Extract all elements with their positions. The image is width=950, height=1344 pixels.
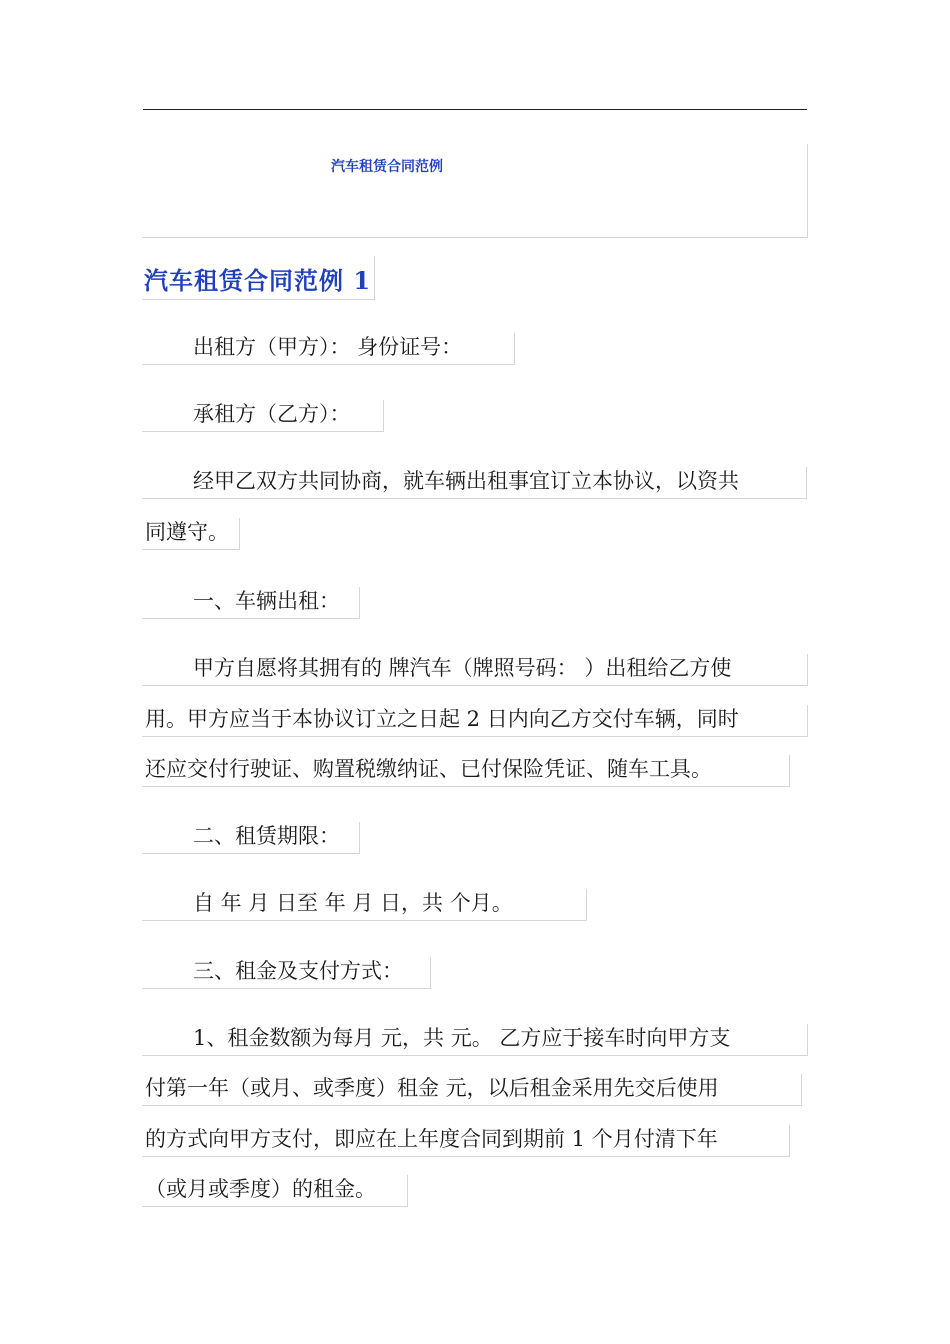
section-3-line-3: 的方式向甲方支付，即应在上年度合同到期前 1 个月付清下年	[145, 1127, 718, 1151]
section-1-line-3: 还应交付行驶证、购置税缴纳证、已付保险凭证、随车工具。	[145, 757, 712, 781]
lessor-line: 出租方（甲方）： 身份证号：	[193, 335, 463, 359]
section-3-line-1: 1、租金数额为每月 元，共 元。 乙方应于接车时向甲方支	[193, 1026, 731, 1050]
header-rule	[143, 109, 807, 110]
document-title: 汽车租赁合同范例 1	[144, 266, 372, 295]
intro-line-2: 同遵守。	[145, 520, 229, 544]
header-frame	[142, 144, 808, 238]
section-1-line-1: 甲方自愿将其拥有的 牌汽车（牌照号码： ）出租给乙方使	[193, 656, 732, 680]
intro-line-1: 经甲乙双方共同协商，就车辆出租事宜订立本协议，以资共	[193, 469, 739, 493]
section-2-heading: 二、租赁期限：	[193, 824, 340, 848]
section-1-line-2: 用。甲方应当于本协议订立之日起 2 日内向乙方交付车辆，同时	[145, 707, 739, 731]
section-3-line-4: （或月或季度）的租金。	[145, 1177, 376, 1201]
running-header-title: 汽车租赁合同范例	[331, 159, 443, 175]
section-3-heading: 三、租金及支付方式：	[193, 959, 403, 983]
lessee-line: 承租方（乙方）：	[193, 402, 351, 426]
section-1-heading: 一、车辆出租：	[193, 589, 340, 613]
section-2-line-1: 自 年 月 日至 年 月 日，共 个月。	[193, 891, 513, 915]
section-3-line-2: 付第一年（或月、或季度）租金 元，以后租金采用先交后使用	[145, 1076, 719, 1100]
